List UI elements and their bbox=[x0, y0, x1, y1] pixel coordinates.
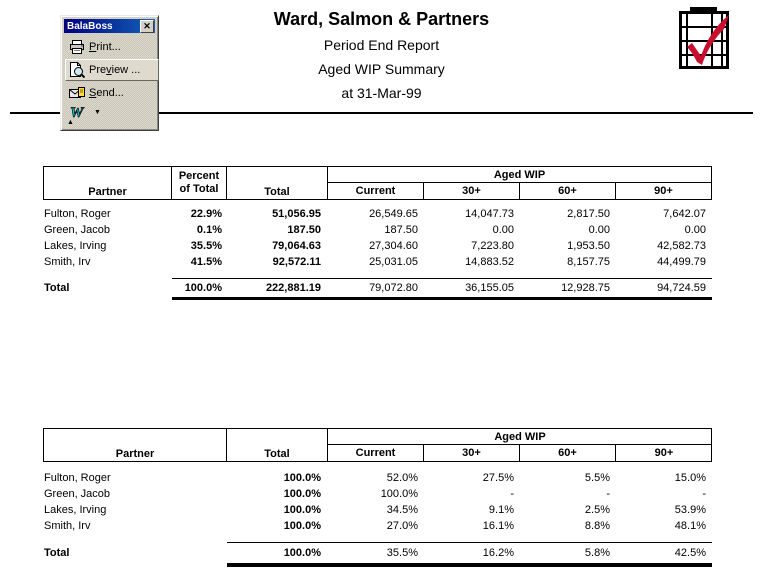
30plus-value: 14,883.52 bbox=[465, 256, 514, 268]
current-value: 100.0% bbox=[380, 488, 418, 500]
30plus-value: 7,223.80 bbox=[471, 240, 514, 252]
90plus-value: - bbox=[702, 488, 706, 500]
partner-name: Smith, Irv bbox=[44, 256, 91, 268]
preview-button[interactable] bbox=[65, 59, 159, 81]
close-icon[interactable]: ✕ bbox=[140, 20, 154, 33]
total-value: 100.0% bbox=[283, 520, 321, 532]
90plus-value: 0.00 bbox=[684, 224, 706, 236]
30plus-value: 16.1% bbox=[482, 520, 514, 532]
send-button[interactable] bbox=[69, 85, 124, 101]
60plus-value: 8.8% bbox=[584, 520, 610, 532]
partner-name: Lakes, Irving bbox=[44, 240, 107, 252]
toolbar-titlebar[interactable] bbox=[64, 19, 155, 33]
col-header-total: Total bbox=[227, 429, 328, 461]
col-header-percent-of-total: Percent of Total bbox=[172, 167, 227, 199]
total-value: 100.0% bbox=[283, 504, 321, 516]
grand-total: 222,881.19 bbox=[265, 282, 321, 294]
col-header-90plus: 90+ bbox=[654, 447, 674, 459]
table-row bbox=[43, 518, 712, 534]
balaboss-toolbar-window bbox=[60, 15, 159, 131]
60plus-value: 5.5% bbox=[584, 472, 610, 484]
table-header bbox=[43, 166, 712, 200]
90plus-value: 48.1% bbox=[674, 520, 706, 532]
table-row bbox=[43, 206, 712, 222]
90plus-value: 42,582.73 bbox=[657, 240, 706, 252]
percent-value: 0.1% bbox=[196, 224, 222, 236]
col-header-partner: Partner bbox=[44, 429, 227, 461]
col-header-total: Total bbox=[227, 167, 328, 199]
90plus-value: 44,499.79 bbox=[657, 256, 706, 268]
total-value: 187.50 bbox=[287, 224, 321, 236]
60plus-value: 2,817.50 bbox=[567, 208, 610, 220]
total-rule-thick bbox=[172, 297, 712, 300]
total-label: Total bbox=[44, 547, 70, 559]
col-header-90plus: 90+ bbox=[654, 185, 673, 197]
60plus-value: 2.5% bbox=[584, 504, 610, 516]
60plus-total: 5.8% bbox=[584, 547, 610, 559]
90plus-value: 7,642.07 bbox=[663, 208, 706, 220]
col-header-partner: Partner bbox=[44, 167, 172, 199]
30plus-value: 9.1% bbox=[488, 504, 514, 516]
percent-value: 35.5% bbox=[190, 240, 222, 252]
30plus-total: 36,155.05 bbox=[465, 282, 514, 294]
90plus-value: 15.0% bbox=[674, 472, 706, 484]
total-rule-thick bbox=[227, 563, 712, 567]
preview-icon bbox=[69, 62, 85, 78]
table-row bbox=[43, 222, 712, 238]
preview-label: Preview ... bbox=[89, 64, 141, 76]
partner-name: Green, Jacob bbox=[44, 488, 111, 500]
90plus-value: 53.9% bbox=[674, 504, 706, 516]
col-header-60plus: 60+ bbox=[520, 445, 616, 461]
grand-total: 100.0% bbox=[283, 547, 321, 559]
col-header-30plus: 30+ bbox=[424, 445, 520, 461]
aged-wip-amounts-table bbox=[43, 166, 712, 306]
partner-name: Fulton, Roger bbox=[44, 208, 111, 220]
partner-name: Fulton, Roger bbox=[44, 472, 111, 484]
total-value: 51,056.95 bbox=[272, 208, 321, 220]
percent-total: 100.0% bbox=[184, 282, 222, 294]
60plus-value: 1,953.50 bbox=[567, 240, 610, 252]
percent-value: 22.9% bbox=[190, 208, 222, 220]
30plus-total: 16.2% bbox=[482, 547, 514, 559]
table-row bbox=[43, 254, 712, 270]
current-total: 79,072.80 bbox=[369, 282, 418, 294]
col-header-aged-wip: Aged WIP bbox=[328, 167, 711, 183]
90plus-total: 94,724.59 bbox=[657, 282, 706, 294]
30plus-value: 14,047.73 bbox=[465, 208, 514, 220]
col-header-current: Current bbox=[328, 445, 424, 461]
send-label: Send... bbox=[89, 87, 124, 99]
print-label: Print... bbox=[89, 41, 121, 53]
table-row bbox=[43, 238, 712, 254]
svg-text:W: W bbox=[70, 105, 84, 120]
table-row bbox=[43, 502, 712, 518]
aged-wip-percent-table bbox=[43, 428, 712, 573]
30plus-value: 0.00 bbox=[492, 224, 514, 236]
printer-icon bbox=[69, 40, 85, 54]
30plus-value: 27.5% bbox=[482, 472, 514, 484]
total-row bbox=[43, 280, 712, 296]
current-value: 25,031.05 bbox=[369, 256, 418, 268]
total-row bbox=[43, 545, 712, 561]
total-label: Total bbox=[44, 282, 70, 294]
60plus-value: 0.00 bbox=[588, 224, 610, 236]
current-value: 27,304.60 bbox=[369, 240, 418, 252]
col-header-aged-wip: Aged WIP bbox=[328, 429, 712, 445]
table-header bbox=[43, 428, 712, 462]
total-rule-thin bbox=[227, 542, 712, 543]
col-header-60plus: 60+ bbox=[520, 183, 616, 199]
send-icon bbox=[69, 87, 85, 100]
toolbar-title: BalaBoss bbox=[67, 20, 113, 32]
percent-value: 41.5% bbox=[190, 256, 222, 268]
current-value: 187.50 bbox=[384, 224, 418, 236]
total-rule-thin bbox=[172, 278, 712, 279]
checkmark-grid-icon bbox=[677, 7, 733, 80]
col-header-current: Current bbox=[328, 183, 424, 199]
partner-name: Smith, Irv bbox=[44, 520, 91, 532]
word-w-icon bbox=[69, 104, 88, 120]
chevron-down-icon[interactable]: ▼ bbox=[94, 108, 101, 116]
60plus-value: 8,157.75 bbox=[567, 256, 610, 268]
table-row bbox=[43, 470, 712, 486]
current-value: 34.5% bbox=[386, 504, 418, 516]
current-value: 52.0% bbox=[386, 472, 418, 484]
current-value: 27.0% bbox=[386, 520, 418, 532]
report-date: at 31-Mar-99 bbox=[341, 85, 422, 101]
current-value: 26,549.65 bbox=[369, 208, 418, 220]
total-value: 100.0% bbox=[283, 488, 321, 500]
90plus-total: 42.5% bbox=[674, 547, 706, 559]
60plus-value: - bbox=[606, 488, 610, 500]
table-row bbox=[43, 486, 712, 502]
total-value: 79,064.63 bbox=[272, 240, 321, 252]
report-title: Ward, Salmon & Partners bbox=[273, 9, 490, 29]
report-subtitle-2: Aged WIP Summary bbox=[318, 61, 445, 77]
60plus-total: 12,928.75 bbox=[561, 282, 610, 294]
print-button[interactable] bbox=[69, 39, 121, 55]
partner-name: Lakes, Irving bbox=[44, 504, 107, 516]
30plus-value: - bbox=[510, 488, 514, 500]
total-value: 92,572.11 bbox=[272, 256, 321, 268]
partner-name: Green, Jacob bbox=[44, 224, 111, 236]
col-header-30plus: 30+ bbox=[424, 183, 520, 199]
current-total: 35.5% bbox=[386, 547, 418, 559]
report-subtitle-1: Period End Report bbox=[323, 37, 440, 53]
collapse-arrow-icon[interactable]: ▲ bbox=[67, 119, 74, 126]
total-value: 100.0% bbox=[283, 472, 321, 484]
